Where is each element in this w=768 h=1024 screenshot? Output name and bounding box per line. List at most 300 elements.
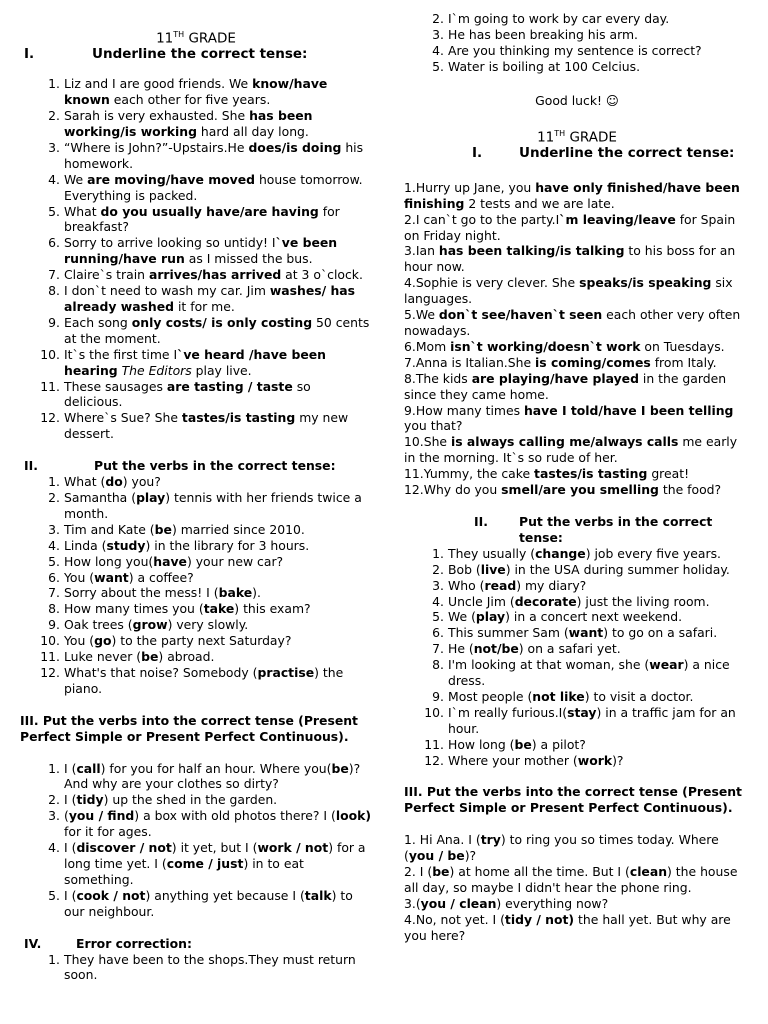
answer-choice: has been talking/is talking — [438, 243, 625, 259]
item-number: 8. — [48, 601, 60, 617]
item-text — [64, 140, 372, 172]
list-item — [404, 705, 750, 737]
sentence-text: ) to visit a doctor. — [584, 688, 694, 704]
answer-choice: you / clean — [420, 895, 497, 911]
item-number: 4. — [48, 537, 60, 553]
answer-choice: talk — [304, 887, 332, 903]
item-text — [448, 609, 750, 625]
sentence-text: We ( — [448, 609, 476, 625]
answer-choice: do — [105, 474, 123, 490]
sentence-text: ) to the party next Saturday? — [111, 633, 292, 649]
item-number: 1. — [48, 474, 60, 490]
list-item — [404, 689, 750, 705]
sentence-text: What's that noise? Somebody ( — [64, 664, 258, 680]
list-item — [404, 482, 750, 498]
list-item — [20, 76, 372, 108]
sentence-text: hard all day long. — [196, 124, 309, 140]
sentence-text: Oak trees ( — [64, 617, 133, 633]
answer-choice: live — [480, 561, 506, 577]
answer-choice: practise — [257, 664, 315, 680]
sentence-text: so delicious. — [64, 378, 311, 410]
item-number: 6. — [48, 569, 60, 585]
sentence-text: I`m really furious.I( — [448, 704, 568, 720]
sentence-text: How many times you ( — [64, 601, 204, 617]
sentence-text: He ( — [448, 641, 474, 657]
answer-choice: not like — [532, 688, 585, 704]
list-item — [20, 538, 372, 554]
sentence-text: ) abroad. — [158, 649, 215, 665]
list-item — [404, 832, 750, 864]
sentence-text: ) on a safari yet. — [518, 641, 621, 657]
answer-choice: washes/ has already washed — [64, 283, 356, 314]
answer-choice: speaks/is speaking — [579, 275, 712, 291]
sentence-text: 2.I can`t go to the party.I — [404, 211, 560, 227]
sentence-text: )? — [464, 848, 477, 864]
list-item — [404, 912, 750, 944]
item-number: 4. — [432, 593, 444, 609]
sentence-text: you that? — [404, 418, 463, 434]
item-text — [64, 633, 372, 649]
list-item — [20, 952, 372, 984]
item-text — [64, 617, 372, 633]
sentence-text: 12.Why do you — [404, 482, 502, 498]
answer-choice: go — [94, 633, 112, 649]
item-text — [448, 625, 750, 641]
item-text: They have been to the shops.They must return soon. — [64, 951, 356, 983]
item-text — [64, 108, 372, 140]
item-text — [64, 204, 372, 236]
sentence-text: 3.Ian — [404, 243, 439, 259]
answer-choice: change — [535, 545, 586, 561]
sentence-text: We — [64, 171, 88, 187]
list-item — [20, 410, 372, 442]
item-text — [64, 267, 372, 283]
sentence-text: ) a box with old photos there? I ( — [134, 808, 336, 824]
sentence-text: 4.Sophie is very clever. She — [404, 275, 580, 291]
answer-choice: are moving/have moved — [87, 171, 255, 187]
item-number: 5. — [48, 203, 60, 219]
item-number: 2. — [48, 792, 60, 808]
section-3-list — [20, 761, 372, 920]
list-item — [20, 108, 372, 140]
list-item — [20, 235, 372, 267]
item-text — [64, 347, 372, 379]
answer-choice: want — [568, 625, 604, 641]
list-item — [20, 140, 372, 172]
list-item — [404, 434, 750, 466]
item-text — [448, 641, 750, 657]
sentence-text: This summer Sam ( — [448, 625, 569, 641]
sentence-text: 2. I ( — [404, 864, 433, 880]
list-item — [20, 617, 372, 633]
sentence-text: ( — [64, 808, 69, 824]
sentence-text: 1.Hurry up Jane, you — [404, 179, 536, 195]
item-number: 2. — [432, 11, 444, 26]
section-2-heading-2: II. Put the verbs in the correct tense: — [474, 513, 713, 545]
item-text — [64, 283, 372, 315]
item-number: 11. — [40, 378, 60, 394]
sentence-text: How long ( — [448, 736, 515, 752]
sentence-text: These sausages — [64, 378, 167, 394]
list-item — [20, 474, 372, 490]
sentence-text: 5.We — [404, 307, 439, 323]
sentence-text: You ( — [64, 569, 95, 585]
item-number: 8. — [432, 657, 444, 673]
sentence-text: Each song — [64, 314, 132, 330]
sentence-text: ) a coffee? — [128, 569, 194, 585]
sentence-text: ) to our neighbour. — [64, 887, 353, 919]
answer-choice: be — [514, 736, 532, 752]
sentence-text: ) my diary? — [516, 577, 587, 593]
sentence-text: ) a nice dress. — [448, 657, 730, 689]
sentence-text: ) everything now? — [496, 895, 609, 911]
item-number: 2. — [432, 561, 444, 577]
list-item — [20, 267, 372, 283]
item-number: 12. — [40, 664, 60, 680]
sentence-text: Sorry to arrive looking so untidy! I — [64, 235, 276, 251]
answer-choice: smell/are you smelling — [501, 482, 659, 498]
sentence-text: ) your new car? — [186, 553, 284, 569]
list-item — [404, 339, 750, 355]
answer-choice: don`t see/haven`t seen — [438, 307, 603, 323]
item-text — [64, 490, 372, 522]
item-number: 3. — [432, 26, 444, 42]
sentence-text: ) job every five years. — [585, 545, 721, 561]
list-item — [404, 546, 750, 562]
sentence-text: from Italy. — [650, 354, 717, 370]
sentence-text: Linda ( — [64, 537, 107, 553]
list-item — [404, 43, 750, 59]
sentence-text: ) at home all the time. But I ( — [449, 864, 630, 880]
sentence-text: Claire`s train — [64, 267, 149, 283]
list-item — [20, 840, 372, 888]
sentence-text: It`s the first time I — [64, 346, 178, 362]
list-item — [404, 753, 750, 769]
answer-choice: be — [331, 760, 349, 776]
item-number: 3. — [48, 139, 60, 155]
answer-choice: cook / not — [76, 887, 146, 903]
section-2-list — [20, 474, 372, 697]
list-item — [20, 522, 372, 538]
sentence-text: his homework. — [64, 139, 364, 171]
item-number: 5. — [48, 553, 60, 569]
answer-choice: `ve been running/have run — [64, 235, 338, 267]
sentence-text: me early in the morning. It`s so rude of her. — [404, 434, 738, 466]
answer-choice: are playing/have played — [471, 370, 639, 386]
section-1-list — [20, 76, 372, 442]
item-text: Are you thinking my sentence is correct? — [448, 42, 702, 58]
item-number: 3. — [48, 521, 60, 537]
answer-choice: tastes/is tasting — [534, 466, 648, 482]
item-number: 11. — [424, 736, 444, 752]
item-text — [64, 840, 372, 888]
sentence-text: ). — [252, 585, 261, 601]
item-text — [448, 562, 750, 578]
item-number: 12. — [424, 752, 444, 768]
sentence-text: ) very slowly. — [167, 617, 249, 633]
list-item — [404, 864, 750, 896]
answer-choice: has been working/is working — [64, 108, 313, 140]
item-number: 6. — [48, 235, 60, 251]
list-item — [20, 601, 372, 617]
sentence-text: Uncle Jim ( — [448, 593, 515, 609]
answer-choice: work — [577, 752, 613, 768]
item-text — [64, 888, 372, 920]
sentence-text: )? — [612, 752, 624, 768]
list-item — [404, 11, 750, 27]
answer-choice: be — [432, 864, 450, 880]
sentence-text: 7.Anna is Italian.She — [404, 354, 536, 370]
item-text — [64, 665, 372, 697]
sentence-text: 8.The kids — [404, 370, 472, 386]
sentence-text: play live. — [191, 362, 252, 378]
sentence-text: They usually ( — [448, 545, 536, 561]
list-item — [404, 307, 750, 339]
sentence-text: ) tennis with her friends twice a month. — [64, 489, 362, 521]
sentence-text: ) for a long time yet. I ( — [64, 840, 366, 871]
section-2-heading: II. Put the verbs in the correct tense: — [24, 458, 336, 474]
sentence-text: 11.Yummy, the cake — [404, 466, 535, 482]
item-text — [448, 737, 750, 753]
list-item — [404, 275, 750, 307]
answer-choice: know/have known — [64, 76, 328, 108]
item-text: Water is boiling at 100 Celcius. — [448, 58, 641, 74]
list-item — [20, 808, 372, 840]
item-number: 7. — [48, 585, 60, 601]
list-item — [404, 59, 750, 75]
sentence-text: six languages. — [404, 275, 733, 307]
list-item — [404, 212, 750, 244]
sentence-text: ) anything yet because I ( — [145, 887, 305, 903]
item-number: 4. — [48, 171, 60, 187]
sentence-text: 9.How many times — [404, 402, 524, 418]
answer-choice: be — [154, 521, 172, 537]
item-text — [448, 657, 750, 689]
answer-choice: not/be — [473, 641, 519, 657]
italic-text: The Editors — [121, 362, 192, 378]
sentence-text: You ( — [64, 633, 95, 649]
answer-choice: is coming/comes — [535, 354, 651, 370]
answer-choice: tidy / not) — [504, 911, 575, 927]
item-text — [448, 546, 750, 562]
section-4-heading: IV. Error correction: — [24, 935, 192, 951]
list-item — [404, 594, 750, 610]
list-item — [20, 204, 372, 236]
item-number: 4. — [48, 840, 60, 856]
sentence-text: Tim and Kate ( — [64, 521, 155, 537]
item-text — [448, 705, 750, 737]
list-item — [404, 466, 750, 482]
answer-choice: have only finished/have been finishing — [404, 179, 740, 211]
answer-choice: try — [480, 832, 501, 848]
item-number: 1. — [48, 760, 60, 776]
sentence-text: ) in a traffic jam for an hour. — [448, 704, 736, 736]
right-column — [404, 0, 750, 944]
sentence-text: it for me. — [174, 299, 235, 314]
list-item — [20, 665, 372, 697]
item-text — [448, 753, 750, 769]
item-number: 9. — [48, 617, 60, 633]
sentence-text: ) this exam? — [234, 601, 311, 617]
sentence-text: ) in the library for 3 hours. — [145, 537, 310, 553]
item-number: 3. — [48, 808, 60, 824]
item-number: 9. — [48, 314, 60, 330]
item-number: 4. — [432, 42, 444, 58]
item-text — [64, 570, 372, 586]
item-text: He has been breaking his arm. — [448, 26, 638, 42]
item-number: 10. — [40, 633, 60, 649]
sentence-text: ) in the USA during summer holiday. — [505, 561, 730, 577]
sentence-text: 6.Mom — [404, 338, 451, 354]
sentence-text: Bob ( — [448, 561, 481, 577]
answer-choice: be — [141, 649, 159, 665]
answer-choice: are tasting / taste — [166, 378, 293, 394]
answer-choice: you / find — [68, 808, 135, 824]
list-item — [404, 371, 750, 403]
sentence-text: 3.( — [404, 895, 421, 911]
sentence-text: ) married since 2010. — [171, 521, 305, 537]
sentence-text: Liz and I are good friends. We — [64, 76, 253, 92]
sentence-text: Samantha ( — [64, 489, 137, 505]
item-number: 10. — [40, 346, 60, 362]
item-text — [64, 808, 372, 840]
answer-choice: does/is doing — [248, 139, 342, 155]
item-text — [64, 554, 372, 570]
answer-choice: clean — [629, 864, 668, 880]
item-text: I`m going to work by car every day. — [448, 11, 670, 26]
list-item — [404, 355, 750, 371]
sentence-text: ) a pilot? — [531, 736, 586, 752]
sentence-text: great! — [647, 466, 690, 482]
list-item — [20, 792, 372, 808]
sentence-text: for Spain on Friday night. — [404, 211, 736, 243]
answer-choice: read — [484, 577, 517, 593]
item-text — [64, 235, 372, 267]
list-item — [20, 379, 372, 411]
list-item — [20, 585, 372, 601]
answer-choice: do you usually have/are having — [100, 203, 319, 219]
item-number: 11. — [40, 649, 60, 665]
sentence-text: ) for you for half an hour. Where you( — [100, 760, 332, 776]
sentence-text: for breakfast? — [64, 203, 340, 235]
answer-choice: look) — [335, 808, 372, 824]
item-text — [448, 594, 750, 610]
sentence-text: I ( — [64, 792, 77, 808]
sentence-text: Where`s Sue? She — [64, 410, 182, 426]
sentence-text: Sorry about the mess! I ( — [64, 585, 219, 601]
list-item — [20, 888, 372, 920]
answer-choice: have — [153, 553, 187, 569]
answer-choice: tastes/is tasting — [181, 410, 296, 426]
sentence-text: 2 tests and we are late. — [464, 195, 615, 211]
list-item — [404, 737, 750, 753]
section-3-heading: III. Put the verbs into the correct tense (Present Perfect Simple or Present Perfect Continuous). — [20, 712, 358, 744]
list-item — [20, 315, 372, 347]
item-text — [64, 538, 372, 554]
sentence-text: the food? — [658, 482, 722, 498]
answer-choice: study — [106, 537, 146, 553]
list-item — [20, 172, 372, 204]
item-text — [64, 522, 372, 538]
sentence-text: Sarah is very exhausted. She — [64, 108, 250, 124]
sentence-text: 10.She — [404, 434, 451, 450]
sentence-text: ) you? — [122, 474, 161, 490]
list-item — [404, 625, 750, 641]
item-text — [64, 601, 372, 617]
sentence-text: ) just the living room. — [576, 593, 710, 609]
section-1-list-2 — [404, 180, 750, 498]
sentence-text: I'm looking at that woman, she ( — [448, 657, 650, 673]
answer-choice: you / be — [408, 848, 465, 864]
sentence-text: 4.No, not yet. I ( — [404, 911, 505, 927]
section-3-list-2 — [404, 832, 750, 943]
sentence-text: ) it yet, but I ( — [171, 840, 258, 856]
sentence-text: the hall yet. But why are you here? — [404, 911, 731, 943]
answer-choice: is always calling me/always calls — [451, 434, 679, 450]
sentence-text: What ( — [64, 474, 106, 490]
item-number: 5. — [48, 887, 60, 903]
sentence-text: ) in to eat something. — [64, 856, 304, 887]
item-text — [64, 649, 372, 665]
sentence-text: ) up the shed in the garden. — [103, 792, 278, 808]
item-number: 10. — [424, 704, 444, 720]
sentence-text: in the garden since they came home. — [404, 370, 727, 402]
answer-choice: play — [475, 609, 506, 625]
item-number: 5. — [432, 609, 444, 625]
answer-choice: discover / not — [76, 840, 172, 856]
sentence-text: to his boss for an hour now. — [404, 243, 736, 275]
answer-choice: play — [136, 489, 166, 505]
answer-choice: wear — [649, 657, 684, 673]
sentence-text: Who ( — [448, 577, 485, 593]
list-item — [404, 896, 750, 912]
sentence-text: )? And why are your clothes so dirty? — [64, 760, 361, 792]
item-number: 3. — [432, 577, 444, 593]
section-3-heading-2: III. Put the verbs into the correct tense (Present Perfect Simple or Present Perfect Continuous). — [404, 784, 742, 816]
item-text — [64, 379, 372, 411]
sentence-text: my new dessert. — [64, 410, 349, 442]
list-item — [404, 562, 750, 578]
item-text — [448, 689, 750, 705]
sentence-text: each other very often nowadays. — [404, 307, 741, 338]
sentence-text: I ( — [64, 840, 77, 856]
sentence-text: ) the piano. — [64, 664, 344, 696]
list-item — [404, 403, 750, 435]
item-text — [64, 761, 372, 793]
item-number: 7. — [432, 641, 444, 657]
sentence-text: ) to ring you so times today. Where ( — [404, 832, 719, 864]
sentence-text: I don`t need to wash my car. Jim — [64, 283, 270, 299]
error-correction-continued-list — [404, 11, 750, 75]
sentence-text: 1. Hi Ana. I ( — [404, 832, 481, 848]
sentence-text: I ( — [64, 760, 77, 776]
list-item — [404, 243, 750, 275]
list-item — [20, 490, 372, 522]
sentence-text: on Tuesdays. — [640, 338, 725, 354]
list-item — [20, 554, 372, 570]
list-item — [404, 180, 750, 212]
answer-choice: take — [203, 601, 235, 617]
item-number: 8. — [48, 283, 60, 299]
list-item — [404, 578, 750, 594]
list-item — [20, 347, 372, 379]
item-text — [64, 410, 372, 442]
answer-choice: have I told/have I been telling — [523, 402, 734, 418]
item-number: 6. — [432, 625, 444, 641]
list-item — [404, 27, 750, 43]
answer-choice: want — [94, 569, 129, 585]
left-column — [20, 0, 372, 983]
